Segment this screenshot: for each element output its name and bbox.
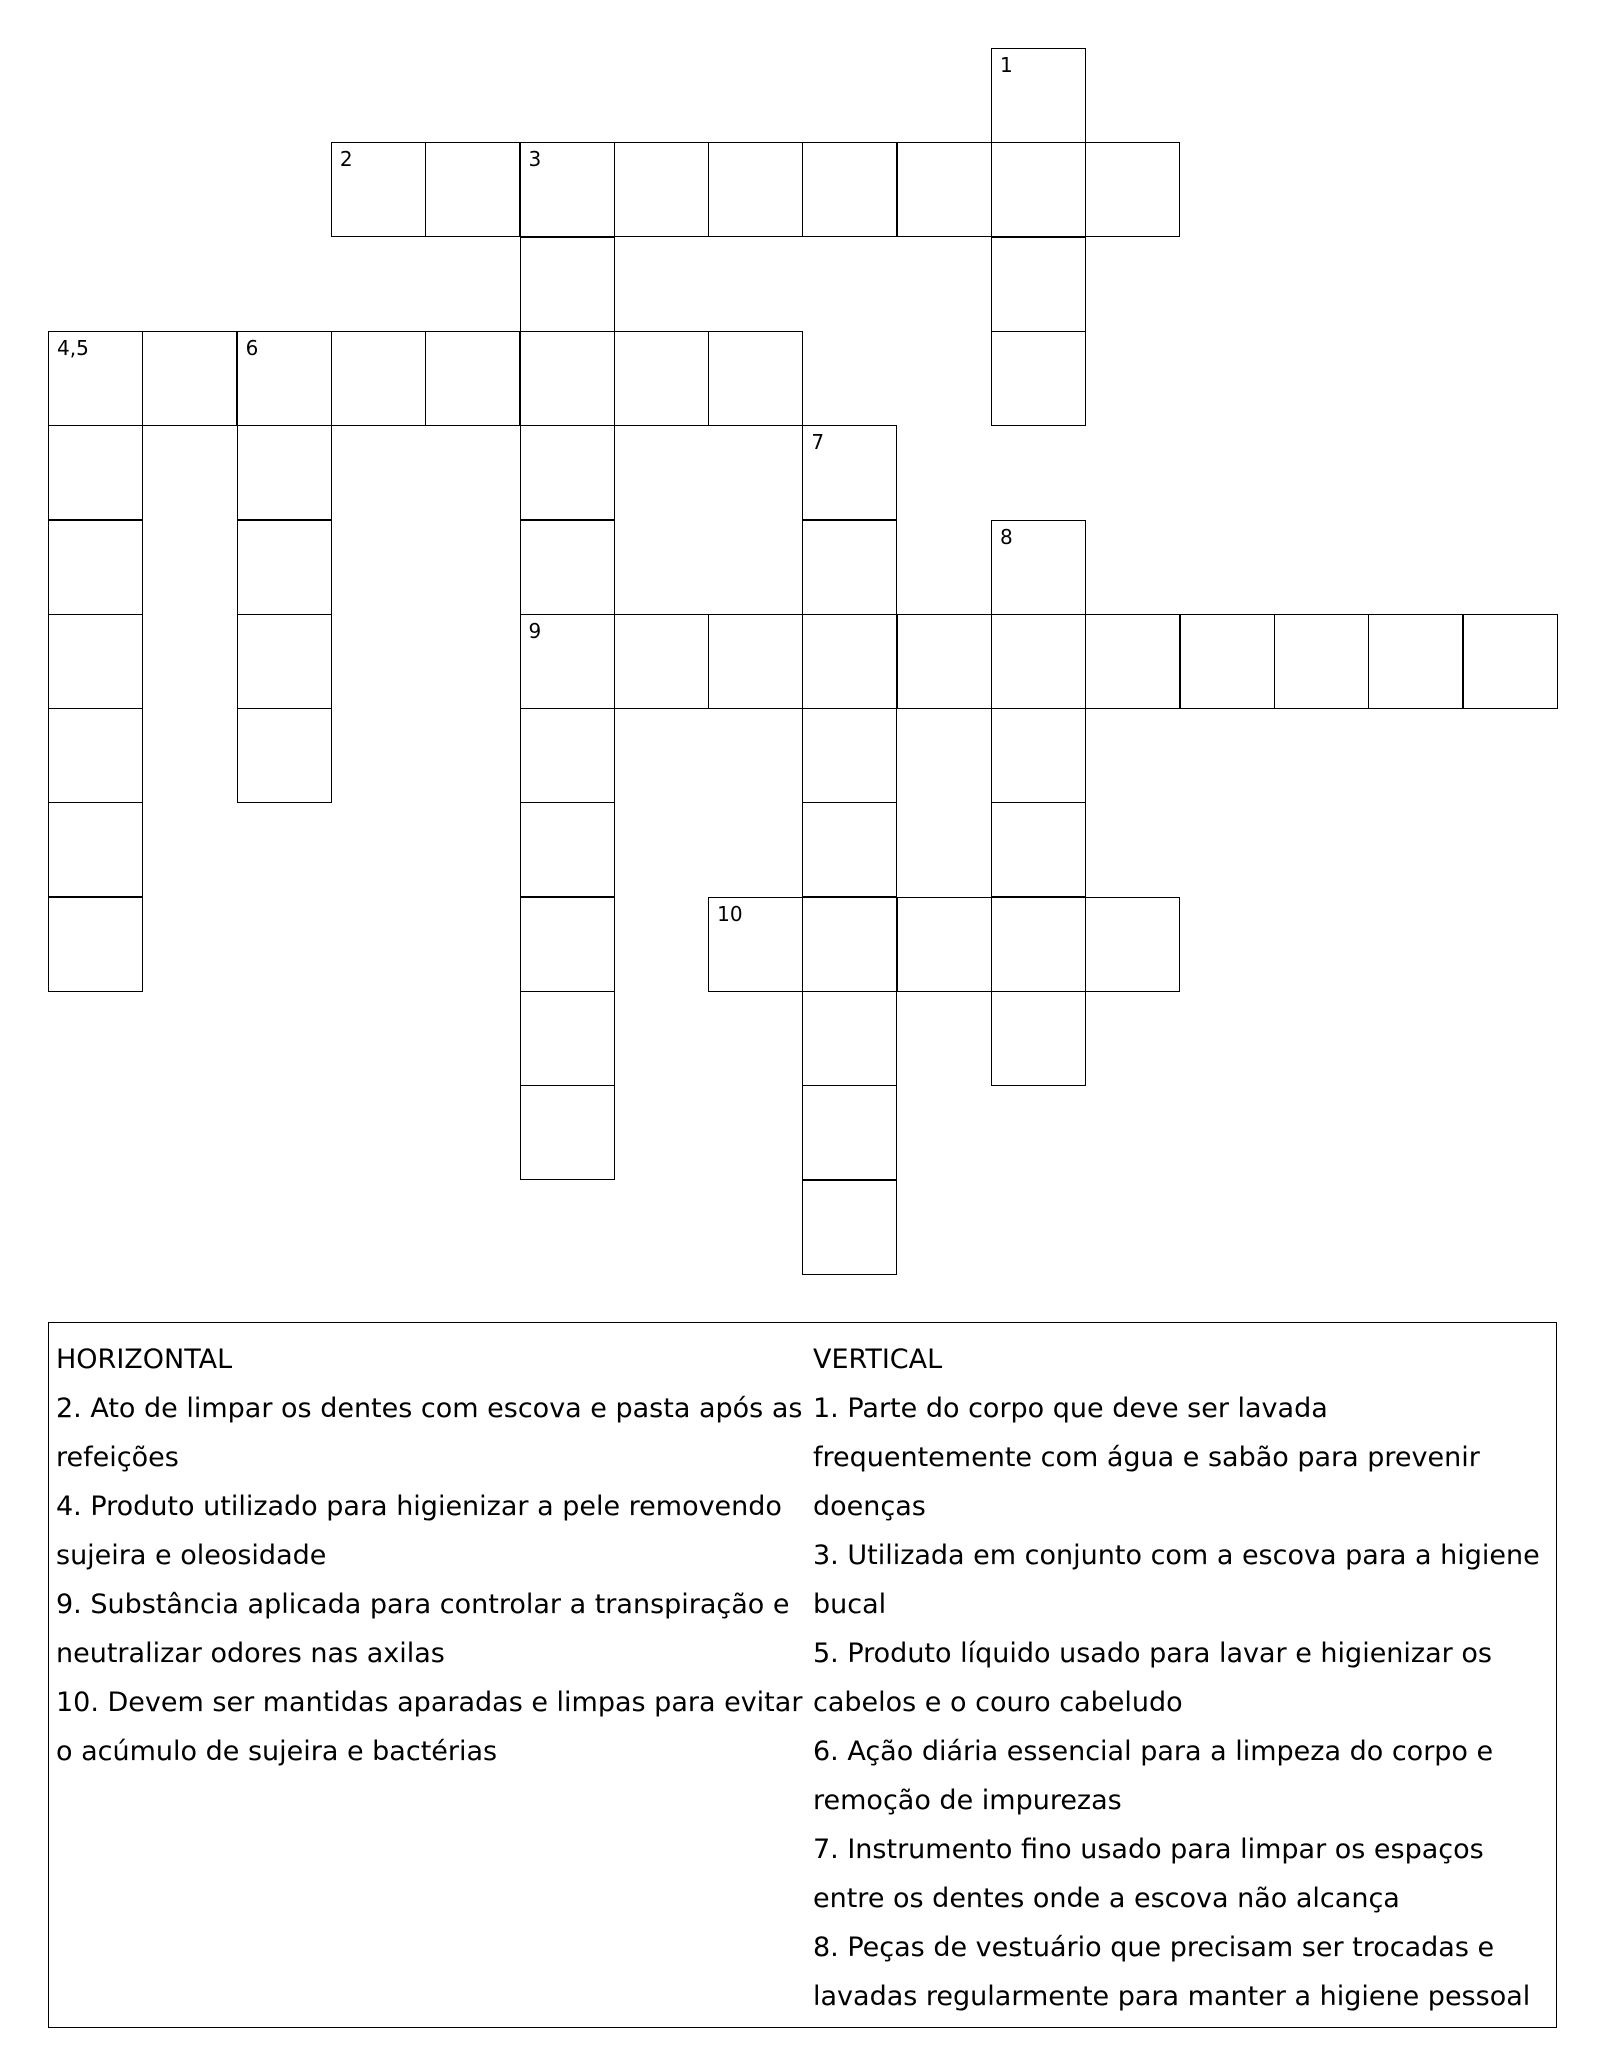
grid-cell[interactable] [520, 331, 615, 426]
grid-cell[interactable] [237, 708, 332, 803]
grid-cell[interactable] [614, 614, 709, 709]
grid-cell[interactable] [991, 991, 1086, 1086]
clue-vertical-6: 6. Ação diária essencial para a limpeza do corpo e remoção de impurezas [813, 1736, 1494, 1816]
vertical-clues [813, 1335, 1555, 2021]
clue-horizontal-2: 2. Ato de limpar os dentes com escova e pasta após as refeições [56, 1393, 803, 1473]
grid-cell[interactable] [520, 802, 615, 897]
clue-horizontal-10: 10. Devem ser mantidas aparadas e limpas para evitar o acúmulo de sujeira e bactérias [56, 1687, 803, 1767]
grid-cell[interactable] [708, 331, 803, 426]
grid-cell[interactable] [897, 897, 992, 992]
grid-cell[interactable] [48, 708, 143, 803]
grid-cell[interactable] [237, 331, 332, 426]
grid-cell[interactable] [520, 237, 615, 332]
grid-cell[interactable] [897, 142, 992, 237]
grid-cell[interactable] [614, 331, 709, 426]
grid-cell[interactable] [48, 897, 143, 992]
clues-box [48, 1322, 1557, 2028]
grid-cell[interactable] [708, 897, 803, 992]
grid-cell[interactable] [48, 425, 143, 520]
grid-cell[interactable] [991, 237, 1086, 332]
grid-cell[interactable] [48, 331, 143, 426]
grid-cell[interactable] [520, 614, 615, 709]
grid-cell[interactable] [1274, 614, 1369, 709]
grid-cell[interactable] [1085, 142, 1180, 237]
clue-number: 2 [339, 147, 353, 172]
clue-number: 10 [717, 901, 743, 926]
horizontal-heading: HORIZONTAL [56, 1344, 233, 1375]
grid-cell[interactable] [48, 614, 143, 709]
grid-cell[interactable] [237, 614, 332, 709]
grid-cell[interactable] [48, 802, 143, 897]
grid-cell[interactable] [331, 142, 426, 237]
grid-cell[interactable] [1085, 614, 1180, 709]
grid-cell[interactable] [48, 520, 143, 615]
clue-number: 7 [811, 430, 825, 455]
clue-vertical-5: 5. Produto líquido usado para lavar e higienizar os cabelos e o couro cabeludo [813, 1638, 1492, 1718]
clue-number: 1 [1000, 53, 1013, 77]
grid-cell[interactable] [802, 425, 897, 520]
grid-cell[interactable] [991, 520, 1086, 615]
grid-cell[interactable] [1463, 614, 1558, 709]
grid-cell[interactable] [520, 991, 615, 1086]
grid-cell[interactable] [237, 425, 332, 520]
grid-cell[interactable] [802, 1180, 897, 1275]
clue-vertical-3: 3. Utilizada em conjunto com a escova para a higiene bucal [813, 1540, 1540, 1620]
grid-cell[interactable] [802, 142, 897, 237]
clue-vertical-1: 1. Parte do corpo que deve ser lavada frequentemente com água e sabão para prevenir doenças [813, 1393, 1480, 1522]
grid-cell[interactable] [991, 48, 1086, 143]
grid-cell[interactable] [708, 614, 803, 709]
grid-cell[interactable] [802, 614, 897, 709]
clue-number: 4,5 [57, 335, 89, 360]
grid-cell[interactable] [520, 1085, 615, 1180]
clue-number: 9 [528, 618, 542, 643]
horizontal-clues [56, 1335, 806, 1776]
grid-cell[interactable] [237, 520, 332, 615]
grid-cell[interactable] [1085, 897, 1180, 992]
clue-vertical-8: 8. Peças de vestuário que precisam ser trocadas e lavadas regularmente para manter a higiene pessoal [813, 1932, 1531, 2012]
grid-cell[interactable] [802, 802, 897, 897]
clue-horizontal-4: 4. Produto utilizado para higienizar a pele removendo sujeira e oleosidade [56, 1491, 782, 1571]
grid-cell[interactable] [802, 1085, 897, 1180]
grid-cell[interactable] [1368, 614, 1463, 709]
clue-vertical-7: 7. Instrumento fino usado para limpar os espaços entre os dentes onde a escova não alcança [813, 1834, 1484, 1914]
clue-horizontal-9: 9. Substância aplicada para controlar a transpiração e neutralizar odores nas axilas [56, 1589, 790, 1669]
grid-cell[interactable] [1180, 614, 1275, 709]
grid-cell[interactable] [331, 331, 426, 426]
grid-cell[interactable] [991, 802, 1086, 897]
grid-cell[interactable] [897, 614, 992, 709]
grid-cell[interactable] [142, 331, 237, 426]
grid-cell[interactable] [802, 897, 897, 992]
clue-number: 6 [245, 335, 259, 360]
clue-number: 3 [528, 147, 542, 172]
clue-number: 8 [1000, 524, 1013, 549]
grid-cell[interactable] [991, 897, 1086, 992]
grid-cell[interactable] [802, 520, 897, 615]
grid-cell[interactable] [520, 520, 615, 615]
grid-cell[interactable] [991, 142, 1086, 237]
grid-cell[interactable] [802, 708, 897, 803]
grid-cell[interactable] [991, 331, 1086, 426]
grid-cell[interactable] [991, 614, 1086, 709]
grid-cell[interactable] [425, 331, 520, 426]
vertical-heading: VERTICAL [813, 1344, 943, 1375]
grid-cell[interactable] [614, 142, 709, 237]
grid-cell[interactable] [708, 142, 803, 237]
grid-cell[interactable] [425, 142, 520, 237]
grid-cell[interactable] [991, 708, 1086, 803]
grid-cell[interactable] [520, 708, 615, 803]
grid-cell[interactable] [520, 425, 615, 520]
grid-cell[interactable] [802, 991, 897, 1086]
grid-cell[interactable] [520, 897, 615, 992]
grid-cell[interactable] [520, 142, 615, 237]
